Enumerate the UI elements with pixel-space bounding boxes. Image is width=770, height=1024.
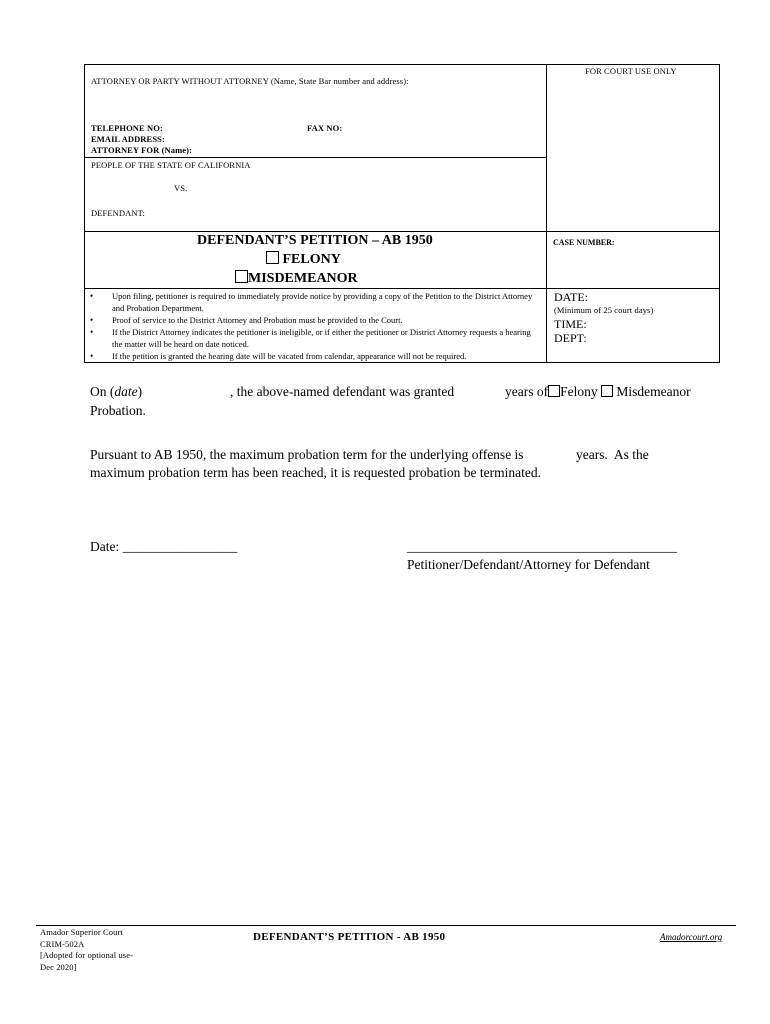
footer-form-number: CRIM-502A bbox=[40, 938, 85, 949]
misdemeanor-checkbox[interactable] bbox=[235, 270, 248, 283]
instruction-item: • Proof of service to the District Attorney and Probation must be provided to the Court. bbox=[84, 314, 542, 326]
misdemeanor-label: MISDEMEANOR bbox=[248, 271, 358, 286]
misdemeanor-option bbox=[235, 270, 358, 287]
felony-probation-label: Felony bbox=[560, 384, 598, 399]
instruction-item: • If the petition is granted the hearing date will be vacated from calendar, appearance will not be required. bbox=[84, 350, 542, 362]
hearing-time-label: TIME: bbox=[554, 317, 587, 331]
email-label: EMAIL ADDRESS: bbox=[91, 134, 165, 144]
title-divider bbox=[84, 231, 720, 232]
party-divider bbox=[84, 157, 546, 158]
instructions-divider bbox=[84, 288, 720, 289]
people-label: PEOPLE OF THE STATE OF CALIFORNIA bbox=[91, 160, 251, 170]
felony-label: FELONY bbox=[282, 252, 341, 267]
instructions-list-wrap bbox=[84, 290, 546, 362]
instruction-item: • If the District Attorney indicates the petitioner is ineligible, or if either the petitioner or District Attorney requests a hearing the matter will be heard on date noticed. bbox=[84, 326, 542, 350]
court-use-label: FOR COURT USE ONLY bbox=[585, 66, 677, 76]
hearing-date-label: DATE: bbox=[554, 290, 588, 304]
years-of-options: years of Felony Misdemeanor bbox=[505, 384, 691, 399]
hearing-dept-label: DEPT: bbox=[554, 331, 587, 345]
probation-text: Probation. bbox=[90, 403, 146, 418]
footer-court-name: Amador Superior Court bbox=[40, 927, 123, 937]
fax-label: FAX NO: bbox=[307, 123, 343, 133]
pursuant-line-2: maximum probation term has been reached, it is requested probation be terminated. bbox=[90, 465, 541, 480]
pursuant-line-1: Pursuant to AB 1950, the maximum probation term for the underlying offense is bbox=[90, 447, 524, 462]
signer-label: Petitioner/Defendant/Attorney for Defendant bbox=[407, 557, 650, 572]
defendant-label: DEFENDANT: bbox=[91, 208, 145, 218]
attorney-for-label: ATTORNEY FOR (Name): bbox=[91, 145, 192, 155]
footer-adopted-2: Dec 2020] bbox=[40, 961, 77, 972]
footer-form-title: DEFENDANT’S PETITION - AB 1950 bbox=[253, 931, 446, 943]
felony-checkbox[interactable] bbox=[266, 251, 279, 264]
misdemeanor-probation-label: Misdemeanor bbox=[616, 384, 691, 399]
instructions-list bbox=[84, 290, 546, 362]
footer-website-link[interactable]: Amadorcourt.org bbox=[660, 932, 723, 942]
on-date-text: On (date) bbox=[90, 384, 143, 399]
form-title: DEFENDANT’S PETITION – AB 1950 bbox=[197, 233, 433, 248]
footer-court-block bbox=[40, 927, 133, 973]
signature-date-field[interactable]: Date: _________________ bbox=[90, 539, 238, 554]
felony-option bbox=[266, 251, 341, 268]
attorney-label: ATTORNEY OR PARTY WITHOUT ATTORNEY (Name, State Bar number and address): bbox=[91, 76, 409, 86]
pursuant-years: years. As the bbox=[576, 447, 649, 462]
misdemeanor-probation-checkbox[interactable] bbox=[601, 385, 613, 397]
granted-text: , the above-named defendant was granted bbox=[230, 384, 455, 399]
case-number-label: CASE NUMBER: bbox=[553, 238, 615, 247]
hearing-date-note: (Minimum of 25 court days) bbox=[554, 305, 654, 315]
vs-label: VS. bbox=[174, 183, 188, 193]
footer-adopted-1: [Adopted for optional use- bbox=[40, 950, 134, 960]
signature-line[interactable]: ________________________________________ bbox=[407, 539, 677, 554]
felony-probation-checkbox[interactable] bbox=[548, 385, 560, 397]
footer-rule bbox=[36, 925, 736, 926]
instruction-item: • Upon filing, petitioner is required to immediately provide notice by providing a copy of the Petition to the District Attorney and Probation Department. bbox=[84, 290, 542, 314]
telephone-label: TELEPHONE NO: bbox=[91, 123, 163, 133]
court-use-divider bbox=[546, 64, 547, 363]
date-word: date bbox=[114, 384, 138, 399]
